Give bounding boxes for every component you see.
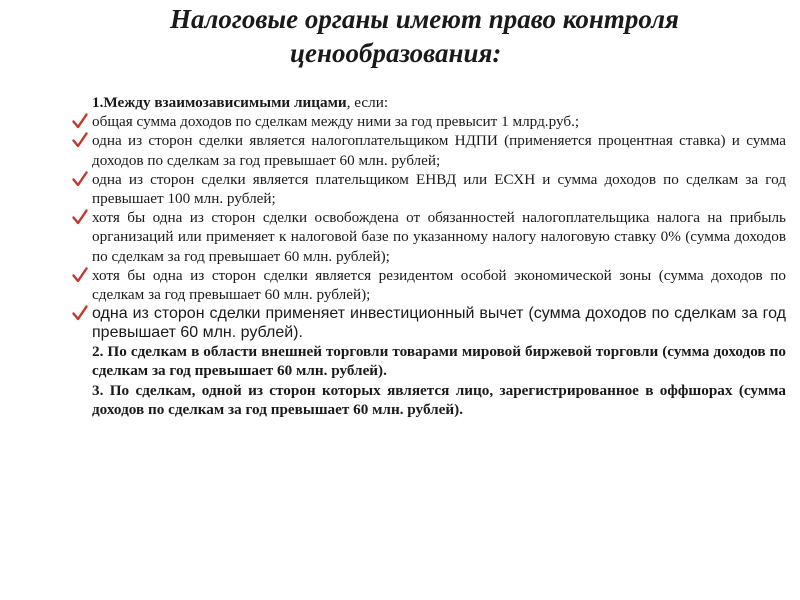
- list-item: [92, 304, 786, 342]
- checkmark-icon: [72, 305, 88, 321]
- section-1-heading-bold: Между взаимозависимыми лицами: [103, 94, 347, 111]
- list-item: [92, 131, 786, 169]
- list-item-text: одна из сторон сделки применяет инвестиционный вычет (сумма доходов по сделкам за год превышает 60 млн. рублей).: [92, 305, 786, 342]
- list-item: [92, 170, 786, 208]
- list-item-text: хотя бы одна из сторон сделки освобождена от обязанностей налогоплательщика налога на прибыль организаций или применяет к налоговой базе по указанному налогу налоговую ставку 0% (сумма доходов по сделкам за год превышает 60 млн. рублей);: [92, 209, 786, 265]
- list-item: [92, 266, 786, 304]
- section-3-number: 3: [92, 381, 100, 399]
- slide-title-line-2: ценообразования:: [290, 38, 502, 68]
- list-item-text: хотя бы одна из сторон сделки является резидентом особой экономической зоны (сумма доходов по сделкам за год превышает 60 млн. рублей);: [92, 266, 786, 304]
- checkmark-icon: [72, 267, 88, 283]
- checkmark-icon: [72, 171, 88, 187]
- section-1-heading: [92, 93, 786, 112]
- list-item-text: одна из сторон сделки является налогоплательщиком НДПИ (применяется процентная ставка) и сумма доходов по сделкам за год превышает 60 млн. рублей;: [92, 132, 786, 169]
- list-item: [92, 112, 786, 131]
- section-3-paragraph: [92, 381, 786, 419]
- checkmark-icon: [72, 132, 88, 148]
- section-1-heading-rest: , если:: [346, 94, 389, 111]
- checkmark-icon: [72, 113, 88, 129]
- slide-content: [92, 93, 786, 419]
- section-1-number: 1.: [92, 94, 104, 111]
- checkmark-icon: [72, 209, 88, 225]
- section-3-text: . По сделкам, одной из сторон которых является лицо, зарегистрированное в оффшорах (сумма доходов по сделкам за год превышает 60 млн. рублей).: [92, 381, 786, 418]
- list-item-text: одна из сторон сделки является плательщиком ЕНВД или ЕСХН и сумма доходов по сделкам за год превышает 100 млн. рублей;: [92, 170, 786, 208]
- list-item: [92, 208, 786, 266]
- section-2-paragraph: 2. По сделкам в области внешней торговли товарами мировой биржевой торговли (сумма доходов по сделкам за год превышает 60 млн. рублей).: [92, 343, 786, 380]
- list-item-text: общая сумма доходов по сделкам между ними за год превысит 1 млрд.руб.;: [92, 113, 580, 131]
- slide-title-line-1: Налоговые органы имеют право контроля: [170, 4, 679, 34]
